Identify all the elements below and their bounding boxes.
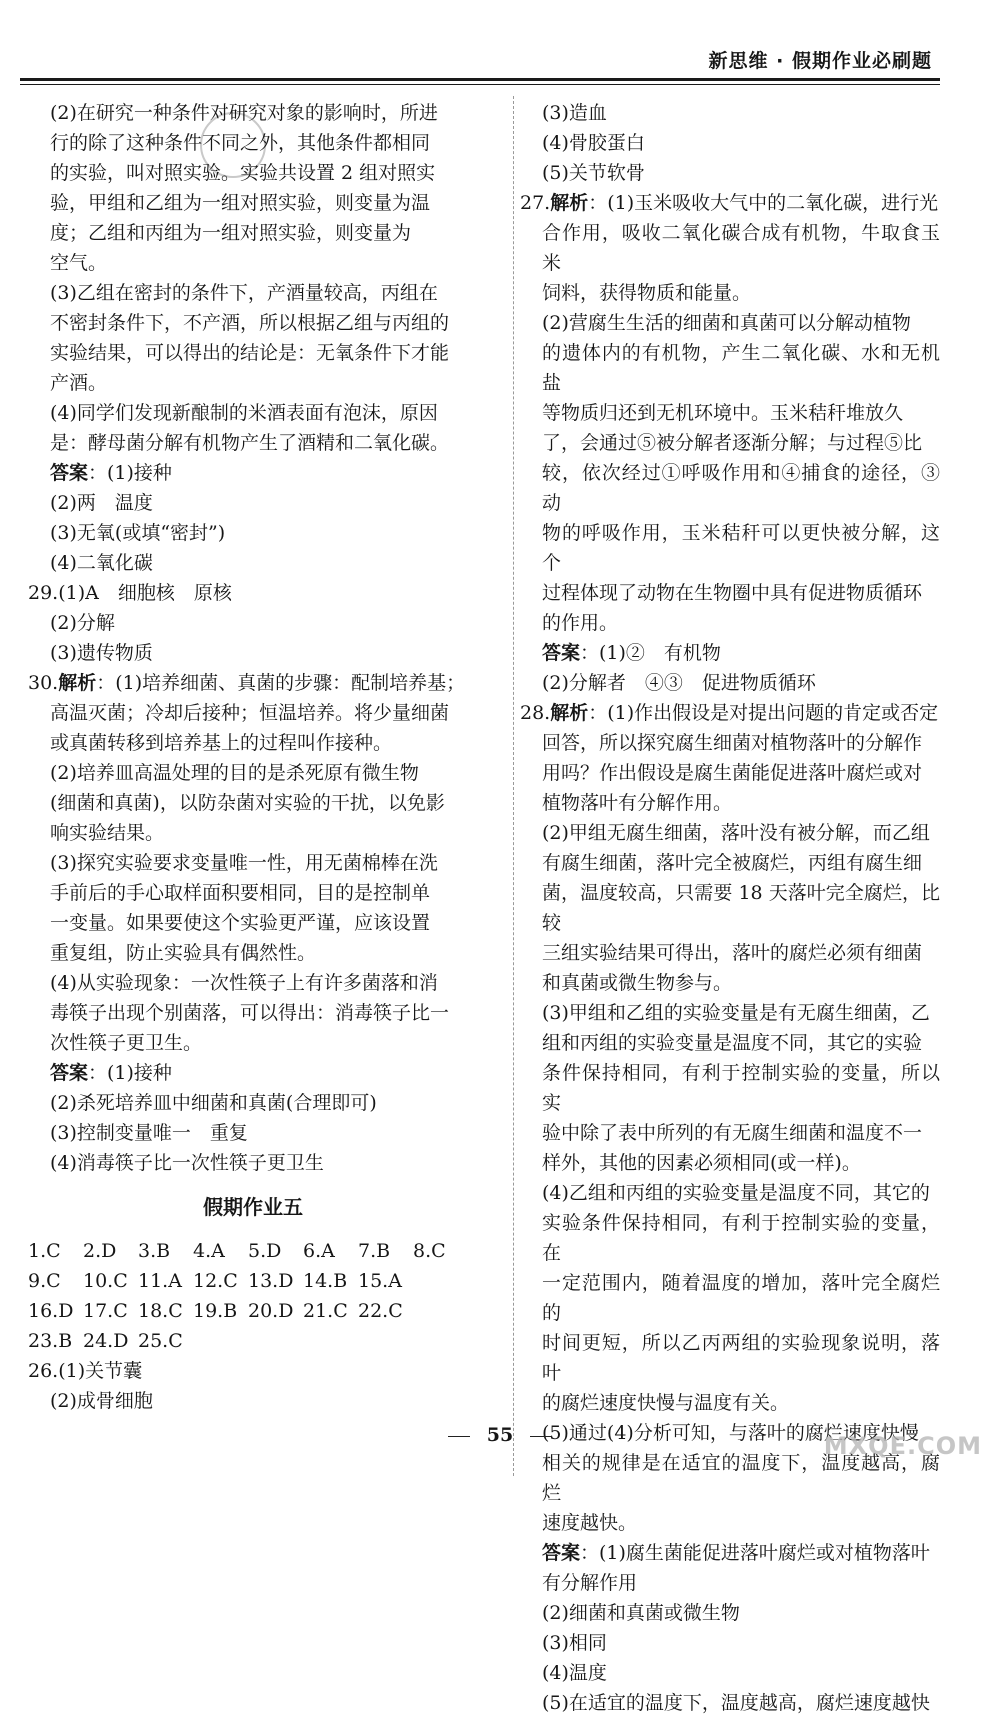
text-line: 响实验结果。 (50, 822, 165, 844)
text-line: 实验条件保持相同，有利于控制实验的变量，在 (542, 1212, 940, 1264)
answer-item: 2.D (83, 1240, 117, 1262)
text-line: 29.(1)A 细胞核 原核 (28, 582, 232, 604)
header-rule-thick (20, 78, 940, 81)
column-divider (513, 96, 514, 1476)
text-line: 相关的规律是在适宜的温度下，温度越高，腐烂 (542, 1452, 940, 1504)
answer-item: 14.B (303, 1270, 348, 1292)
header-rule-thin (20, 84, 940, 85)
text-line: 28.解析：(1)作出假设是对提出问题的肯定或否定 (520, 702, 939, 724)
text-line: 或真菌转移到培养基上的过程叫作接种。 (50, 732, 393, 754)
right-column (520, 98, 940, 1718)
text-line: (3)甲组和乙组的实验变量是有无腐生细菌，乙 (542, 1002, 930, 1024)
answer-row (28, 1326, 478, 1356)
label-prefix: 解析 (550, 192, 589, 214)
answer-item: 11.A (138, 1270, 182, 1292)
text-line: (4)二氧化碳 (50, 552, 153, 574)
left-column (28, 98, 478, 1416)
text-line: (3)造血 (542, 102, 607, 124)
answer-item: 21.C (303, 1300, 348, 1322)
answer-item: 5.D (248, 1240, 282, 1262)
text-line: 答案：(1)② 有机物 (542, 642, 721, 664)
text-line: (5)通过(4)分析可知，与落叶的腐烂速度快慢 (542, 1422, 919, 1444)
text-line: (2)杀死培养皿中细菌和真菌(合理即可) (50, 1092, 377, 1114)
text-line: 样外，其他的因素必须相同(或一样)。 (542, 1152, 861, 1174)
text-line: (3)无氧(或填“密封”) (50, 522, 226, 544)
text-line: 较，依次经过①呼吸作用和④捕食的途径，③动 (542, 462, 940, 514)
right-column-body (520, 98, 940, 1718)
answer-item: 8.C (413, 1240, 446, 1262)
text-line: (4)消毒筷子比一次性筷子更卫生 (50, 1152, 324, 1174)
text-line: 一定范围内，随着温度的增加，落叶完全腐烂的 (542, 1272, 940, 1324)
text-line: 重复组，防止实验具有偶然性。 (50, 942, 317, 964)
text-line: 速度越快。 (542, 1512, 638, 1534)
text-line: 用吗？作出假设是腐生菌能促进落叶腐烂或对 (542, 762, 923, 784)
label-prefix: 解析 (58, 672, 97, 694)
text-line: 条件保持相同，有利于控制实验的变量，所以实 (542, 1062, 940, 1114)
text-line: 26.(1)关节囊 (28, 1360, 143, 1382)
text-line: 了，会通过⑤被分解者逐渐分解；与过程⑤比 (542, 432, 923, 454)
answer-item: 1.C (28, 1240, 61, 1262)
text-line: (2)细菌和真菌或微生物 (542, 1602, 740, 1624)
text-line: (2)培养皿高温处理的目的是杀死原有微生物 (50, 762, 419, 784)
text-line: 行的除了这种条件不同之外，其他条件都相同 (50, 132, 431, 154)
text-line: 30.解析：(1)培养细菌、真菌的步骤：配制培养基； (28, 672, 466, 694)
answer-item: 9.C (28, 1270, 61, 1292)
text-line: 度；乙组和丙组为一组对照实验，则变量为 (50, 222, 412, 244)
text-line: (5)在适宜的温度下，温度越高，腐烂速度越快 (542, 1692, 930, 1714)
text-line: (3)相同 (542, 1632, 607, 1654)
label-prefix: 解析 (550, 702, 589, 724)
text-line: 的遗体内的有机物，产生二氧化碳、水和无机盐 (542, 342, 940, 394)
text-line: 回答，所以探究腐生细菌对植物落叶的分解作 (542, 732, 923, 754)
answer-row (28, 1296, 478, 1326)
text-line: 答案：(1)腐生菌能促进落叶腐烂或对植物落叶 (542, 1542, 930, 1564)
watermark-text: MXQE.COM (823, 1432, 982, 1460)
text-line: 和真菌或微生物参与。 (542, 972, 733, 994)
answer-item: 25.C (138, 1330, 183, 1352)
text-line: 的作用。 (542, 612, 619, 634)
text-line: 时间更短，所以乙丙两组的实验现象说明，落叶 (542, 1332, 940, 1384)
answer-item: 15.A (358, 1270, 402, 1292)
text-line: 毒筷子出现个别菌落，可以得出：消毒筷子比一 (50, 1002, 450, 1024)
answer-item: 4.A (193, 1240, 225, 1262)
text-line: (2)甲组无腐生细菌，落叶没有被分解，而乙组 (542, 822, 930, 844)
answer-row (28, 1236, 478, 1266)
answer-item: 7.B (358, 1240, 391, 1262)
text-line: (3)控制变量唯一 重复 (50, 1122, 248, 1144)
text-line: 三组实验结果可得出，落叶的腐烂必须有细菌 (542, 942, 923, 964)
text-line: 的实验，叫对照实验。实验共设置 2 组对照实 (50, 162, 436, 184)
answer-item: 19.B (193, 1300, 238, 1322)
text-line: 物的呼吸作用，玉米秸秆可以更快被分解，这个 (542, 522, 940, 574)
label-prefix: 答案 (50, 462, 89, 484)
text-line: (5)关节软骨 (542, 162, 645, 184)
text-line: 手前后的手心取样面积要相同，目的是控制单 (50, 882, 431, 904)
text-line: 一变量。如果要使这个实验更严谨，应该设置 (50, 912, 431, 934)
text-line: (3)遗传物质 (50, 642, 153, 664)
text-line: (2)营腐生生活的细菌和真菌可以分解动植物 (542, 312, 911, 334)
text-line: (2)两 温度 (50, 492, 153, 514)
text-line: 空气。 (50, 252, 108, 274)
text-line: (4)同学们发现新酿制的米酒表面有泡沫，原因 (50, 402, 438, 424)
answer-item: 16.D (28, 1300, 74, 1322)
text-line: 答案：(1)接种 (50, 1062, 172, 1084)
text-line: 不密封条件下，不产酒，所以根据乙组与丙组的 (50, 312, 450, 334)
text-line: 次性筷子更卫生。 (50, 1032, 203, 1054)
text-line: (2)分解 (50, 612, 115, 634)
text-line: 27.解析：(1)玉米吸收大气中的二氧化碳，进行光 (520, 192, 939, 214)
text-line: (2)在研究一种条件对研究对象的影响时，所进 (50, 102, 438, 124)
answer-item: 18.C (138, 1300, 183, 1322)
answer-item: 13.D (248, 1270, 294, 1292)
answer-item: 20.D (248, 1300, 294, 1322)
left-column-tail (28, 1356, 478, 1416)
text-line: 的腐烂速度快慢与温度有关。 (542, 1392, 790, 1414)
text-line: (4)乙组和丙组的实验变量是温度不同，其它的 (542, 1182, 930, 1204)
answer-row (28, 1266, 478, 1296)
text-line: 高温灭菌；冷却后接种；恒温培养。将少量细菌 (50, 702, 450, 724)
label-prefix: 答案 (542, 1542, 581, 1564)
text-line: (3)探究实验要求变量唯一性，用无菌棉棒在洗 (50, 852, 438, 874)
text-line: (4)从实验现象：一次性筷子上有许多菌落和消 (50, 972, 438, 994)
text-line: (细菌和真菌)，以防杂菌对实验的干扰，以免影 (50, 792, 445, 814)
text-line: 饲料，获得物质和能量。 (542, 282, 752, 304)
answer-item: 22.C (358, 1300, 403, 1322)
text-line: 组和丙组的实验变量是温度不同，其它的实验 (542, 1032, 923, 1054)
text-line: 过程体现了动物在生物圈中具有促进物质循环 (542, 582, 923, 604)
answer-item: 17.C (83, 1300, 128, 1322)
answer-item: 6.A (303, 1240, 335, 1262)
left-column-body (28, 98, 478, 1178)
text-line: (2)成骨细胞 (50, 1390, 153, 1412)
text-line: (3)乙组在密封的条件下，产酒量较高，丙组在 (50, 282, 438, 304)
page-number-dash-left (448, 1436, 470, 1437)
page-number: 55 (486, 1424, 514, 1446)
page-header: 新思维 · 假期作业必刷题 (708, 50, 932, 72)
answer-item: 10.C (83, 1270, 128, 1292)
text-line: 有分解作用 (542, 1572, 638, 1594)
text-line: (4)温度 (542, 1662, 607, 1684)
label-prefix: 答案 (542, 642, 581, 664)
text-line: (2)分解者 ④③ 促进物质循环 (542, 672, 816, 694)
text-line: 验，甲组和乙组为一组对照实验，则变量为温 (50, 192, 431, 214)
text-line: 验中除了表中所列的有无腐生细菌和温度不一 (542, 1122, 923, 1144)
answer-item: 12.C (193, 1270, 238, 1292)
text-line: 是：酵母菌分解有机物产生了酒精和二氧化碳。 (50, 432, 450, 454)
page-number-dash-right (530, 1436, 552, 1437)
text-line: 合作用，吸收二氧化碳合成有机物，牛取食玉米 (542, 222, 940, 274)
text-line: 有腐生细菌，落叶完全被腐烂，丙组有腐生细 (542, 852, 923, 874)
text-line: 植物落叶有分解作用。 (542, 792, 733, 814)
answer-item: 23.B (28, 1330, 73, 1352)
text-line: 实验结果，可以得出的结论是：无氧条件下才能 (50, 342, 450, 364)
text-line: 等物质归还到无机环境中。玉米秸秆堆放久 (542, 402, 904, 424)
answer-item: 3.B (138, 1240, 171, 1262)
section-title: 假期作业五 (203, 1195, 303, 1219)
text-line: 答案：(1)接种 (50, 462, 172, 484)
text-line: 菌，温度较高，只需要 18 天落叶完全腐烂，比较 (542, 882, 940, 934)
multiple-choice-answers (28, 1236, 478, 1356)
answer-item: 24.D (83, 1330, 129, 1352)
text-line: 产酒。 (50, 372, 108, 394)
label-prefix: 答案 (50, 1062, 89, 1084)
text-line: (4)骨胶蛋白 (542, 132, 645, 154)
